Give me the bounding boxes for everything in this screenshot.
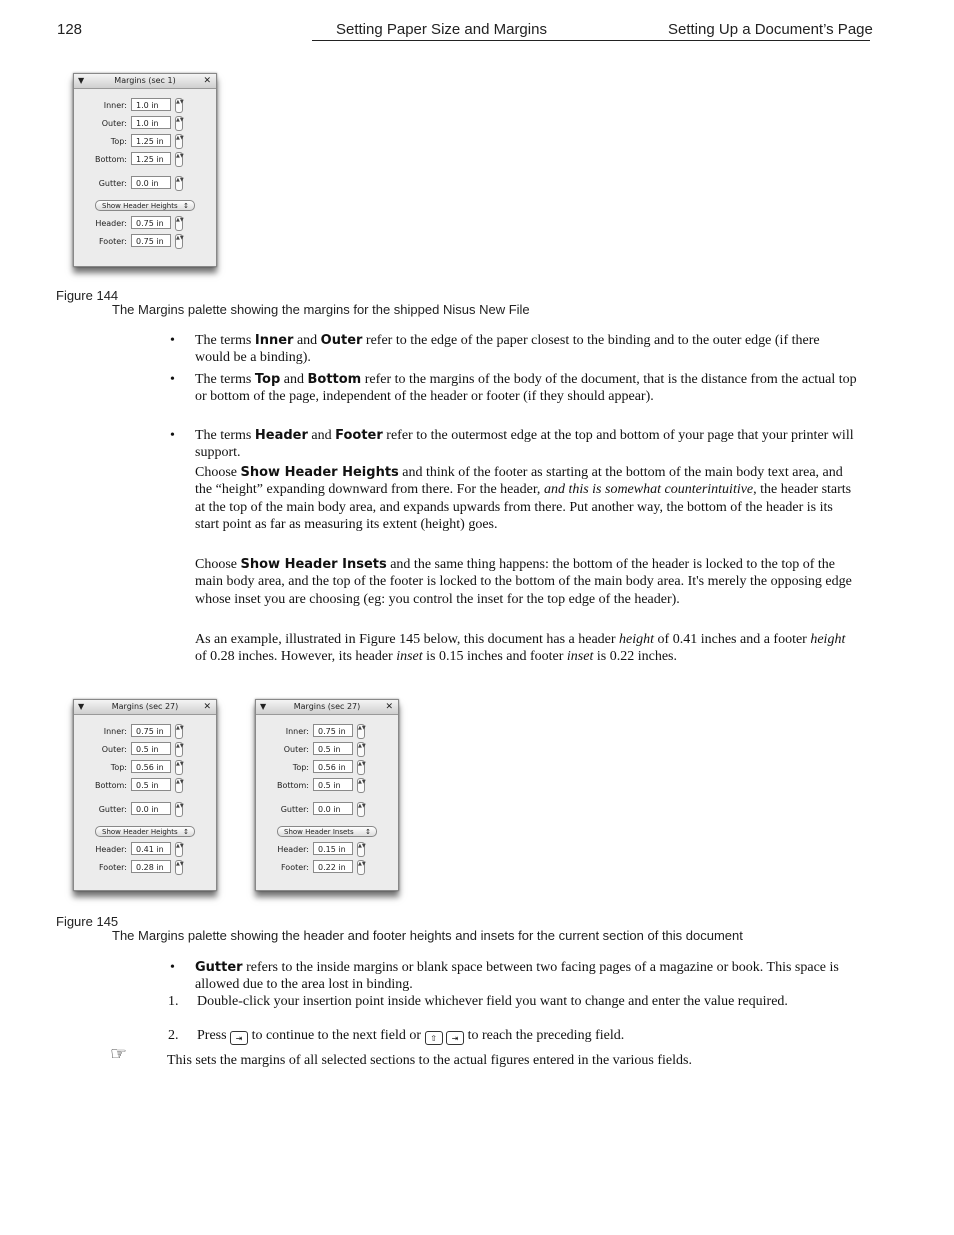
inner-field[interactable]: 0.75 in <box>313 724 353 737</box>
bullet-inner-outer: The terms Inner and Outer refer to the edge of the paper closest to the binding and to the outer edge (if there would be a binding). <box>195 333 820 366</box>
note-text: This sets the margins of all selected sections to the actual figures entered in the various fields. <box>167 1053 692 1068</box>
margins-palette-heights <box>73 699 217 891</box>
tab-key-icon: ⇥ <box>230 1031 248 1045</box>
bullet-icon: • <box>170 333 175 348</box>
step-2: Press ⇥ to continue to the next field or ⇧ ⇥ to reach the preceding field. <box>197 1028 625 1043</box>
page-number: 128 <box>57 21 83 38</box>
popup-arrow-icon: ↕ <box>183 828 189 836</box>
footer-field[interactable]: 0.28 in <box>131 860 171 873</box>
para-show-header-heights: Choose Show Header Heights and think of the footer as starting at the bottom of the main body text area, and the “height” expanding downward from there. For the header, and this is somewhat counterintuitive, the header starts at the top of the main body area, and expands upwards from there. Put another way, the bottom of the header is its start point as far as measuring its extent (height) goes. <box>195 465 852 532</box>
collapse-icon[interactable]: ▼ <box>260 702 267 711</box>
palette-titlebar <box>74 700 216 715</box>
bottom-label: Bottom: <box>276 781 309 790</box>
top-label: Top: <box>292 763 309 772</box>
header-label: Header: <box>95 219 127 228</box>
bullet-gutter: Gutter refers to the inside margins or blank space between two facing pages of a magazine or book. This space is allowed due to the area lost in binding. <box>195 960 839 993</box>
header-mode-popup[interactable] <box>95 200 195 211</box>
gutter-stepper[interactable]: ▲▼ <box>175 176 183 191</box>
inner-field[interactable]: 0.75 in <box>131 724 171 737</box>
top-field[interactable]: 0.56 in <box>313 760 353 773</box>
palette-title: Margins (sec 27) <box>111 702 179 711</box>
header-stepper[interactable]: ▲▼ <box>175 842 183 857</box>
bullet-icon: • <box>170 428 175 443</box>
collapse-icon[interactable]: ▼ <box>78 76 85 85</box>
close-icon[interactable]: ✕ <box>203 76 211 86</box>
bottom-label: Bottom: <box>94 155 127 164</box>
outer-label: Outer: <box>101 745 127 754</box>
top-stepper[interactable]: ▲▼ <box>175 134 183 149</box>
header-field[interactable]: 0.75 in <box>131 216 171 229</box>
gutter-field[interactable]: 0.0 in <box>313 802 353 815</box>
para-example: As an example, illustrated in Figure 145 below, this document has a header height of 0.41 inches and a footer height of 0.28 inches. However, its header inset is 0.15 inches and footer inset is 0.22 inches. <box>195 632 846 665</box>
figure-144-label: Figure 144 <box>56 288 119 303</box>
top-field[interactable]: 0.56 in <box>131 760 171 773</box>
popup-arrow-icon: ↕ <box>365 828 371 836</box>
gutter-label: Gutter: <box>280 805 309 814</box>
inner-stepper[interactable]: ▲▼ <box>175 98 183 113</box>
outer-label: Outer: <box>283 745 309 754</box>
inner-label: Inner: <box>103 727 127 736</box>
header-field[interactable]: 0.15 in <box>313 842 353 855</box>
palette-title: Margins (sec 27) <box>293 702 361 711</box>
header-mode-popup[interactable] <box>277 826 377 837</box>
figure-144-caption: The Margins palette showing the margins for the shipped Nisus New File <box>112 302 530 317</box>
top-stepper[interactable]: ▲▼ <box>175 760 183 775</box>
step-1-number: 1. <box>168 994 179 1009</box>
bullet-icon: • <box>170 960 175 975</box>
outer-stepper[interactable]: ▲▼ <box>175 116 183 131</box>
footer-stepper[interactable]: ▲▼ <box>175 860 183 875</box>
inner-label: Inner: <box>103 101 127 110</box>
margins-palette-insets <box>255 699 399 891</box>
margins-palette-sec1 <box>73 73 217 267</box>
bullet-icon: • <box>170 372 175 387</box>
outer-field[interactable]: 0.5 in <box>313 742 353 755</box>
header-label: Header: <box>95 845 127 854</box>
bottom-label: Bottom: <box>94 781 127 790</box>
top-stepper[interactable]: ▲▼ <box>357 760 365 775</box>
tab-key-icon: ⇥ <box>446 1031 464 1045</box>
gutter-field[interactable]: 0.0 in <box>131 802 171 815</box>
popup-arrow-icon: ↕ <box>183 202 189 210</box>
gutter-label: Gutter: <box>98 805 127 814</box>
outer-field[interactable]: 1.0 in <box>131 116 171 129</box>
footer-label: Footer: <box>280 863 309 872</box>
top-label: Top: <box>110 763 127 772</box>
para-show-header-insets: Choose Show Header Insets and the same thing happens: the bottom of the header is locked to the top of the main body area, and the top of the footer is locked to the bottom of the main body area. It's merely the opposing edge whose inset you are choosing (eg: you control the inset for the top edge of the header). <box>195 557 852 607</box>
inner-stepper[interactable]: ▲▼ <box>175 724 183 739</box>
header-stepper[interactable]: ▲▼ <box>175 216 183 231</box>
figure-145-caption: The Margins palette showing the header and footer heights and insets for the current section of this document <box>112 928 743 943</box>
footer-field[interactable]: 0.75 in <box>131 234 171 247</box>
bottom-field[interactable]: 0.5 in <box>313 778 353 791</box>
inner-field[interactable]: 1.0 in <box>131 98 171 111</box>
popup-label: Show Header Insets <box>284 828 354 836</box>
inner-stepper[interactable]: ▲▼ <box>357 724 365 739</box>
bottom-field[interactable]: 0.5 in <box>131 778 171 791</box>
note-hand-icon: ☞ <box>110 1044 128 1065</box>
top-field[interactable]: 1.25 in <box>131 134 171 147</box>
header-mode-popup[interactable] <box>95 826 195 837</box>
palette-title: Margins (sec 1) <box>114 76 176 85</box>
popup-label: Show Header Heights <box>102 202 178 210</box>
inner-label: Inner: <box>285 727 309 736</box>
outer-stepper[interactable]: ▲▼ <box>175 742 183 757</box>
footer-label: Footer: <box>98 863 127 872</box>
footer-stepper[interactable]: ▲▼ <box>175 234 183 249</box>
figure-145-label: Figure 145 <box>56 914 119 929</box>
chapter-title: Setting Up a Document’s Page <box>668 21 873 38</box>
header-rule <box>312 40 870 41</box>
outer-field[interactable]: 0.5 in <box>131 742 171 755</box>
gutter-label: Gutter: <box>98 179 127 188</box>
bullet-top-bottom: The terms Top and Bottom refer to the margins of the body of the document, that is the distance from the actual top or bottom of the page, independent of the header or footer (if they should appear). <box>195 372 857 405</box>
top-label: Top: <box>110 137 127 146</box>
header-stepper[interactable]: ▲▼ <box>357 842 365 857</box>
bullet-header-footer: The terms Header and Footer refer to the outermost edge at the top and bottom of your page that your printer will support. <box>195 428 854 461</box>
close-icon[interactable]: ✕ <box>203 702 211 712</box>
palette-titlebar <box>74 74 216 89</box>
gutter-stepper[interactable]: ▲▼ <box>175 802 183 817</box>
shift-key-icon: ⇧ <box>425 1031 443 1045</box>
header-label: Header: <box>277 845 309 854</box>
collapse-icon[interactable]: ▼ <box>78 702 85 711</box>
footer-field[interactable]: 0.22 in <box>313 860 353 873</box>
step-2-number: 2. <box>168 1028 179 1043</box>
bottom-stepper[interactable]: ▲▼ <box>175 152 183 167</box>
step-1: Double-click your insertion point inside whichever field you want to change and enter the value required. <box>197 994 788 1009</box>
bottom-stepper[interactable]: ▲▼ <box>357 778 365 793</box>
palette-titlebar <box>256 700 398 715</box>
close-icon[interactable]: ✕ <box>385 702 393 712</box>
gutter-field[interactable]: 0.0 in <box>131 176 171 189</box>
outer-label: Outer: <box>101 119 127 128</box>
footer-stepper[interactable]: ▲▼ <box>357 860 365 875</box>
bottom-field[interactable]: 1.25 in <box>131 152 171 165</box>
section-title: Setting Paper Size and Margins <box>336 21 547 38</box>
footer-label: Footer: <box>98 237 127 246</box>
popup-label: Show Header Heights <box>102 828 178 836</box>
outer-stepper[interactable]: ▲▼ <box>357 742 365 757</box>
header-field[interactable]: 0.41 in <box>131 842 171 855</box>
bottom-stepper[interactable]: ▲▼ <box>175 778 183 793</box>
gutter-stepper[interactable]: ▲▼ <box>357 802 365 817</box>
